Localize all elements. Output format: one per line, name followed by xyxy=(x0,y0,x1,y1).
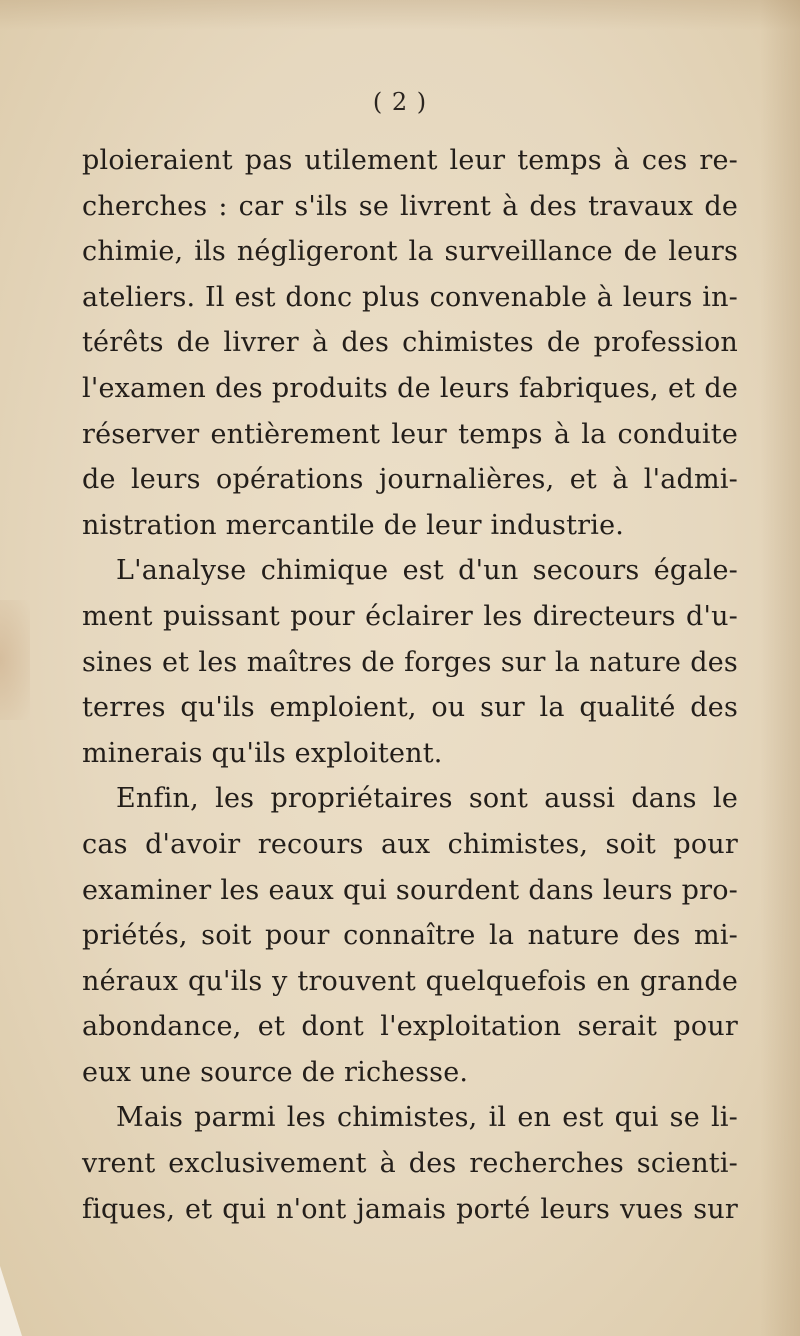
paragraph xyxy=(82,548,738,776)
paragraph xyxy=(82,1095,738,1232)
text-line: vrent exclusivement à des recherches scienti- xyxy=(82,1148,738,1180)
text-line: cherches : car s'ils se livrent à des travaux de xyxy=(82,190,738,222)
text-line: sines et les maîtres de forges sur la nature des xyxy=(82,646,738,678)
text-line: ateliers. Il est donc plus convenable à leurs in- xyxy=(82,281,738,313)
text-line: ment puissant pour éclairer les directeurs d'u- xyxy=(82,600,738,632)
page-edge-shadow-top xyxy=(0,0,800,30)
text-line: réserver entièrement leur temps à la conduite xyxy=(82,418,738,450)
text-line: térêts de livrer à des chimistes de profession xyxy=(82,327,738,359)
text-line: L'analyse chimique est d'un secours égale- xyxy=(116,555,738,587)
text-line: ploieraient pas utilement leur temps à ces re- xyxy=(82,145,738,176)
text-line: cas d'avoir recours aux chimistes, soit pour xyxy=(82,828,738,860)
text-line: Mais parmi les chimistes, il en est qui se li- xyxy=(116,1102,738,1134)
torn-corner xyxy=(0,1266,22,1336)
text-line: priétés, soit pour connaître la nature des mi- xyxy=(82,920,738,952)
body-text xyxy=(82,138,738,1232)
page-number: ( 2 ) xyxy=(372,88,428,116)
paragraph xyxy=(82,138,738,548)
text-line: de leurs opérations journalières, et à l'admi- xyxy=(82,464,738,496)
text-line: Enfin, les propriétaires sont aussi dans le xyxy=(116,783,738,815)
paper-stain xyxy=(0,600,30,720)
text-line: chimie, ils négligeront la surveillance de leurs xyxy=(82,236,738,268)
text-line: eux une source de richesse. xyxy=(82,1056,469,1088)
text-line: minerais qu'ils exploitent. xyxy=(82,737,443,769)
paragraph xyxy=(82,776,738,1095)
text-line: fiques, et qui n'ont jamais porté leurs vues sur xyxy=(82,1193,738,1225)
text-line: l'examen des produits de leurs fabriques, et de xyxy=(82,372,738,404)
page-edge-shadow-right xyxy=(760,0,800,1336)
text-line: examiner les eaux qui sourdent dans leurs pro- xyxy=(82,874,738,906)
text-line: nistration mercantile de leur industrie. xyxy=(82,509,625,541)
text-line: terres qu'ils emploient, ou sur la qualité des xyxy=(82,692,738,724)
text-line: néraux qu'ils y trouvent quelquefois en grande xyxy=(82,965,738,997)
text-line: abondance, et dont l'exploitation serait pour xyxy=(82,1011,738,1043)
